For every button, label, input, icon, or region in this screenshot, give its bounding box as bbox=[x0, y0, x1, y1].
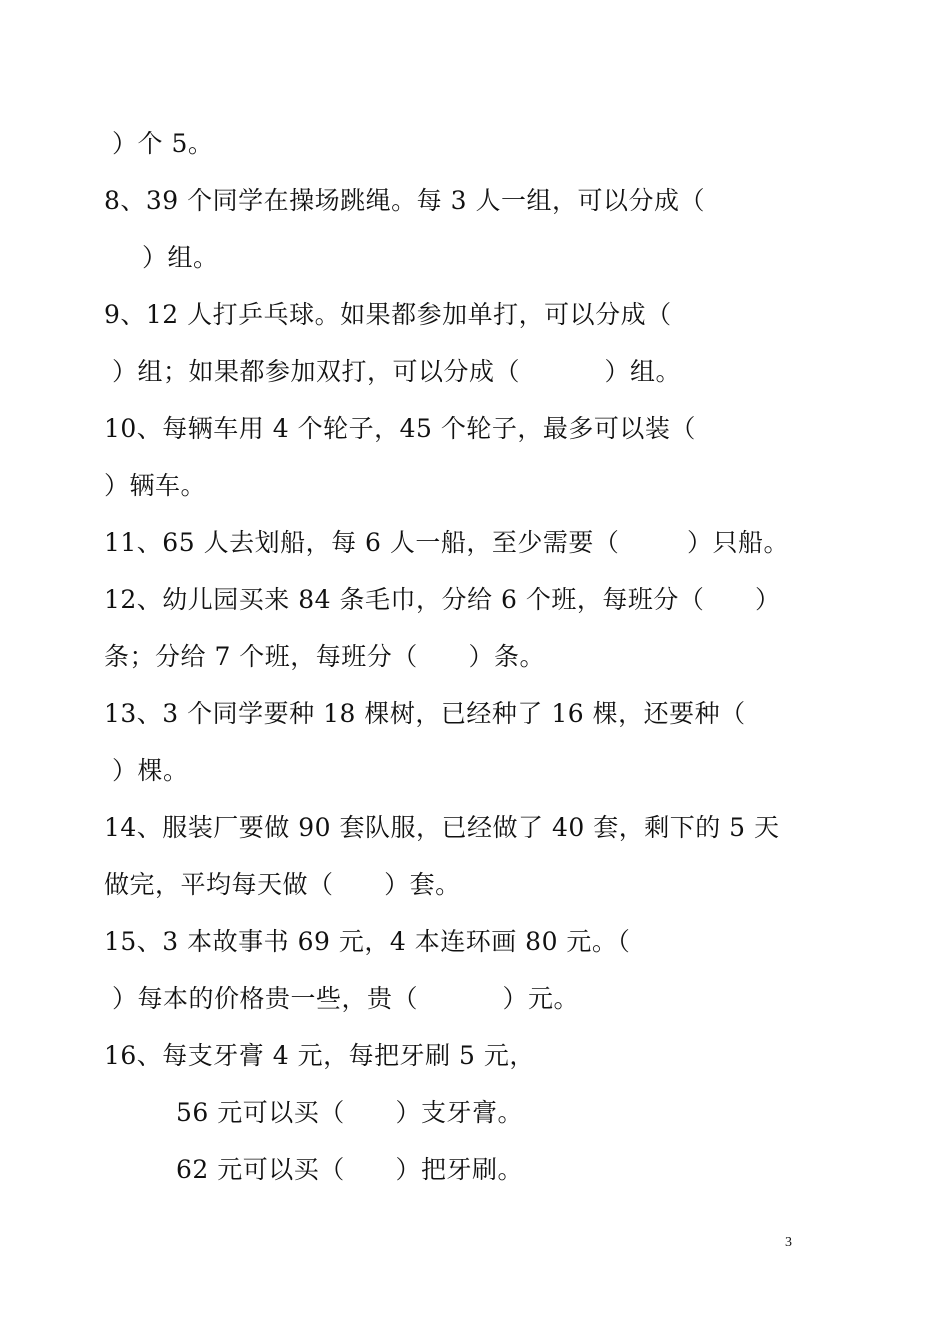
text-line-7-continuation: ）个 5。 bbox=[112, 129, 214, 158]
question-14-line-2: 做完，平均每天做（ ）套。 bbox=[104, 870, 461, 899]
question-12-line-1: 12、幼儿园买来 84 条毛巾，分给 6 个班，每班分（ ） bbox=[104, 585, 781, 614]
question-13-line-1: 13、3 个同学要种 18 棵树，已经种了 16 棵，还要种（ bbox=[104, 699, 746, 728]
question-11-line-1: 11、65 人去划船，每 6 人一船，至少需要（ ）只船。 bbox=[104, 528, 789, 557]
question-9-line-1: 9、12 人打乒乓球。如果都参加单打，可以分成（ bbox=[104, 300, 672, 329]
question-14-line-1: 14、服装厂要做 90 套队服，已经做了 40 套，剩下的 5 天 bbox=[104, 813, 780, 842]
question-13-line-2: ）棵。 bbox=[112, 756, 189, 785]
question-9-line-2: ）组；如果都参加双打，可以分成（ ）组。 bbox=[112, 357, 681, 386]
question-16-line-3: 62 元可以买（ ）把牙刷。 bbox=[176, 1155, 523, 1184]
question-8-line-2: ）组。 bbox=[142, 243, 219, 272]
question-16-line-2: 56 元可以买（ ）支牙膏。 bbox=[176, 1098, 523, 1127]
question-16-line-1: 16、每支牙膏 4 元，每把牙刷 5 元， bbox=[104, 1041, 535, 1070]
question-15-line-2: ）每本的价格贵一些，贵（ ）元。 bbox=[112, 984, 579, 1013]
question-10-line-2: ）辆车。 bbox=[104, 471, 207, 500]
question-15-line-1: 15、3 本故事书 69 元，4 本连环画 80 元。（ bbox=[104, 927, 631, 956]
question-8-line-1: 8、39 个同学在操场跳绳。每 3 人一组，可以分成（ bbox=[104, 186, 705, 215]
question-12-line-2: 条；分给 7 个班，每班分（ ）条。 bbox=[104, 642, 545, 671]
question-10-line-1: 10、每辆车用 4 个轮子，45 个轮子，最多可以装（ bbox=[104, 414, 696, 443]
page-number: 3 bbox=[785, 1235, 792, 1250]
